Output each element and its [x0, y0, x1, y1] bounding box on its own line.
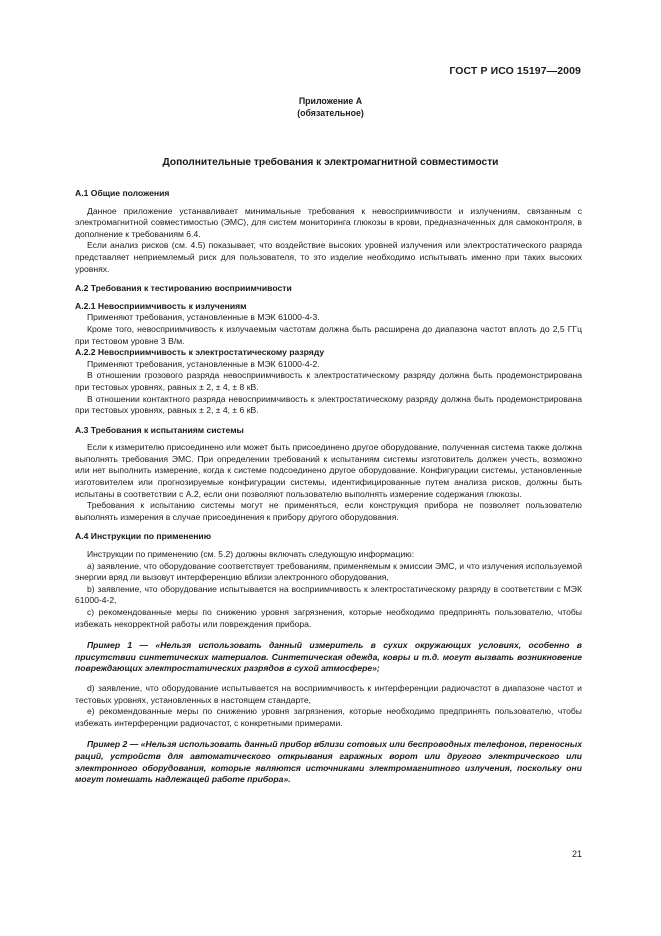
section-a3-paragraph: Если к измерителю присоединено или может быть присоединено другое оборудование, полученная система также должна выполнять требования ЭМС. При определении требований к испытаниям системы изготовитель должен учесть, возможно или нет выполнить измерение, когда к системе подсоединено другое оборудование. Конфигурации системы, установленные изготовителем или прогнозируемые конфигурации системы, идентифицированные путем анализа рисков, должны быть испытаны в соответствии с А.2, если они позволяют пользователю выполнять измерение содержания глюкозы. [75, 442, 582, 499]
annex-main-title: Дополнительные требования к электромагнитной совместимости [162, 157, 499, 168]
annex-heading [0, 95, 661, 119]
list-item-e: e) рекомендованные меры по снижению уровня загрязнения, которые необходимо предпринять пользователю, чтобы избежать интерференции радиочастот, с конкретными примерами. [75, 706, 582, 728]
example-2: Пример 2 — «Нельзя использовать данный прибор вблизи сотовых или беспроводных телефонов, переносных раций, устройств для автоматического открывания гаражных ворот или другого электрического или электронного оборудования, которые являются источниками электромагнитного излучения, поскольку они могут помешать надлежащей работе прибора». [75, 739, 582, 785]
section-a3-heading: А.3 Требования к испытаниям системы [75, 424, 244, 435]
list-item-c: c) рекомендованные меры по снижению уровня загрязнения, которые необходимо предпринять пользователю, чтобы избежать некорректной работы или повреждения прибора. [75, 607, 582, 629]
section-a2-heading: А.2 Требования к тестированию восприимчивости [75, 283, 292, 294]
section-a2-paragraph: Применяют требования, установленные в МЭК 61000-4-3. [87, 312, 320, 323]
document-body [75, 188, 582, 786]
subsection-a22-heading: А.2.2 Невосприимчивость к электростатическому разряду [75, 347, 325, 358]
section-a1-heading: А.1 Общие положения [75, 188, 170, 198]
list-item-b: b) заявление, что оборудование испытывается на восприимчивость к электростатическому разряду в соответствии с МЭК 61000-4-2, [75, 583, 582, 606]
list-item-d: d) заявление, что оборудование испытывается на восприимчивость к интерференции радиочастот в диапазоне частот и тестовых уровнях, установленных в настоящем стандарте, [75, 682, 582, 705]
section-a2-paragraph: В отношении грозового разряда невосприимчивость к электростатическому разряду должна быть продемонстрирована при тестовых уровнях, равных ± 2, ± 4, ± 8 кВ. [75, 370, 582, 392]
subsection-a21-heading: А.2.1 Невосприимчивость к излучениям [75, 300, 247, 311]
section-a3-paragraph: Требования к испытанию системы могут не применяться, если конструкция прибора не позволяет пользователю выполнять измерения в случае присоединения к прибору другого оборудования. [75, 500, 582, 522]
section-a1-paragraph: Данное приложение устанавливает минимальные требования к невосприимчивости и излучениям, связанным с электромагнитной совместимостью (ЭМС), для систем мониторинга глюкозы в крови, предназначенных для самоконтроля, в дополнение к требованиям 6.4. [75, 205, 582, 239]
list-item-a: a) заявление, что оборудование соответствует требованиям, применяемым к эмиссии ЭМС, и что излучения используемой энергии вряд ли вызовут интерференцию вблизи электронного оборудования, [75, 560, 582, 583]
annex-title: Приложение А [298, 96, 363, 106]
section-a2-paragraph: В отношении контактного разряда невосприимчивость к электростатическому разряду должна быть продемонстрирована при тестовых уровнях, равных ± 2, ± 4, ± 6 кВ. [75, 393, 582, 416]
section-a1-paragraph: Если анализ рисков (см. 4.5) показывает, что воздействие высоких уровней излучения или электростатического разряда представляет неприемлемый риск для пользователя, то это изделие необходимо испытывать именно при таких высоких уровнях. [75, 240, 582, 274]
document-code: ГОСТ Р ИСО 15197—2009 [449, 65, 581, 77]
page-number: 21 [571, 849, 582, 859]
section-a2-paragraph: Кроме того, невосприимчивость к излучаемым частотам должна быть расширена до диапазона частот вплоть до 2,5 ГГц при тестовом уровне 3 В/м. [75, 323, 582, 346]
section-a4-paragraph: Инструкции по применению (см. 5.2) должны включать следующую информацию: [87, 549, 415, 560]
section-a2-paragraph: Применяют требования, установленные в МЭК 61000-4-2. [87, 358, 320, 369]
example-1: Пример 1 — «Нельзя использовать данный измеритель в сухих окружающих условиях, особенно в присутствии синтетических материалов. Синтетическая одежда, ковры и т.д. могут вызвать возникновение повреждающих электростатических разрядов в сухой атмосфере»; [75, 640, 582, 674]
annex-status: (обязательное) [297, 108, 364, 118]
section-a4-heading: А.4 Инструкции по применению [75, 531, 212, 542]
